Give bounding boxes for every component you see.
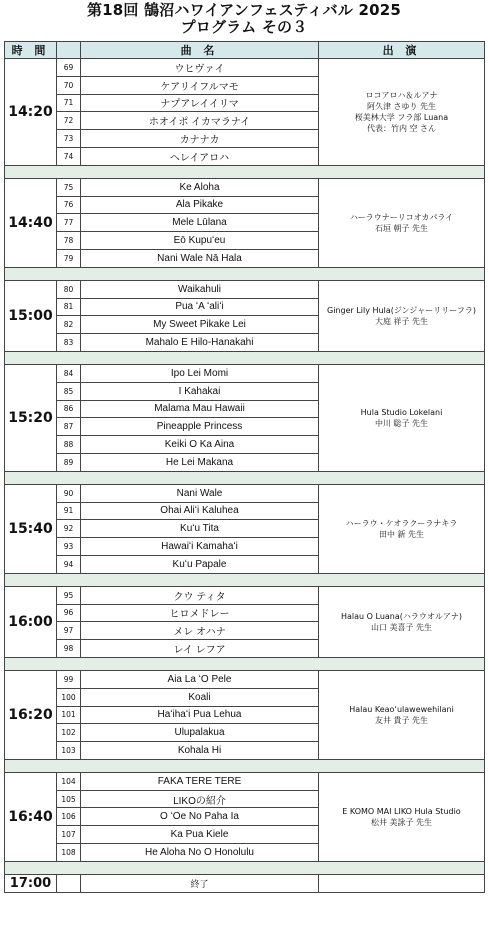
table-row <box>5 280 485 298</box>
song-number: 91 <box>57 502 81 520</box>
song-title: Koali <box>81 688 319 706</box>
break-row <box>5 759 485 772</box>
song-title: He Lei Makana <box>81 453 319 471</box>
song-number: 69 <box>57 59 81 77</box>
song-number: 98 <box>57 640 81 658</box>
performer-line: ハーラウナーリコオカパライ <box>349 212 454 222</box>
break-row <box>5 861 485 874</box>
header-row <box>5 42 485 59</box>
song-title: ホオイポ イカマラナイ <box>81 112 319 130</box>
end-row <box>5 874 485 892</box>
song-title: Mele Lūlana <box>81 214 319 232</box>
break-row <box>5 573 485 586</box>
song-title: メレ オハナ <box>81 622 319 640</box>
table-row <box>5 364 485 382</box>
song-number: 78 <box>57 232 81 250</box>
song-number: 74 <box>57 147 81 165</box>
song-number: 103 <box>57 742 81 760</box>
song-number: 79 <box>57 249 81 267</box>
time-slot: 14:40 <box>5 178 57 267</box>
performer <box>319 586 485 657</box>
performer <box>319 280 485 351</box>
song-number: 77 <box>57 214 81 232</box>
time-slot: 15:20 <box>5 364 57 471</box>
time-slot: 14:20 <box>5 59 57 166</box>
performer-line: 松井 美詠子 先生 <box>370 817 433 827</box>
song-title: ヘレイアロハ <box>81 147 319 165</box>
song-number: 75 <box>57 178 81 196</box>
song-number: 95 <box>57 586 81 604</box>
performer <box>319 59 485 166</box>
song-number: 107 <box>57 826 81 844</box>
end-number <box>57 874 81 892</box>
time-slot: 15:00 <box>5 280 57 351</box>
performer <box>319 670 485 759</box>
song-number: 82 <box>57 316 81 334</box>
song-number: 97 <box>57 622 81 640</box>
header-performer: 出 演 <box>319 42 485 59</box>
song-title: ナプアレイイリマ <box>81 94 319 112</box>
song-title: Keiki O Ka Aina <box>81 436 319 454</box>
song-number: 80 <box>57 280 81 298</box>
table-row <box>5 586 485 604</box>
song-title: FAKA TERE TERE <box>81 772 319 790</box>
song-number: 76 <box>57 196 81 214</box>
song-number: 105 <box>57 790 81 808</box>
performer-line: Ginger Lily Hula(ジンジャーリリーフラ) <box>327 305 476 315</box>
song-title: Nani Wale Nā Hala <box>81 249 319 267</box>
song-number: 87 <box>57 418 81 436</box>
time-slot: 16:20 <box>5 670 57 759</box>
song-title: ケアリイフルマモ <box>81 76 319 94</box>
song-number: 102 <box>57 724 81 742</box>
song-number: 100 <box>57 688 81 706</box>
song-number: 88 <box>57 436 81 454</box>
table-row <box>5 178 485 196</box>
performer-line: 桜美林大学 フラ部 Luana <box>354 112 449 122</box>
performer-line: 阿久津 さゆり 先生 <box>366 101 437 111</box>
song-number: 96 <box>57 604 81 622</box>
performer-line: 大庭 祥子 先生 <box>374 316 429 326</box>
song-title: ウヒヴァイ <box>81 59 319 77</box>
song-title: カナナカ <box>81 130 319 148</box>
song-number: 70 <box>57 76 81 94</box>
song-number: 99 <box>57 670 81 688</box>
break-row <box>5 165 485 178</box>
song-title: Malama Mau Hawaii <box>81 400 319 418</box>
performer-line: ハーラウ・ケオラクーラナキラ <box>345 518 458 528</box>
table-row <box>5 670 485 688</box>
song-number: 92 <box>57 520 81 538</box>
performer-line: 山口 美喜子 先生 <box>370 622 433 632</box>
song-number: 106 <box>57 808 81 826</box>
song-title: He Aloha No O Honolulu <box>81 844 319 862</box>
song-number: 84 <box>57 364 81 382</box>
song-number: 90 <box>57 484 81 502</box>
song-number: 108 <box>57 844 81 862</box>
song-title: クウ ティタ <box>81 586 319 604</box>
performer <box>319 178 485 267</box>
header-time: 時 間 <box>5 42 57 59</box>
song-title: Hawaiʻi Kamahaʻi <box>81 538 319 556</box>
break-row <box>5 471 485 484</box>
performer-line: ロコアロハ＆ルアナ <box>365 90 438 100</box>
performer-line: 友井 貴子 先生 <box>374 715 429 725</box>
time-slot: 16:00 <box>5 586 57 657</box>
performer-line: Halau O Luana(ハラウオルアナ) <box>341 611 462 621</box>
break-row <box>5 657 485 670</box>
song-title: Aia La ʻO Pele <box>81 670 319 688</box>
end-time: 17:00 <box>5 874 57 892</box>
song-number: 93 <box>57 538 81 556</box>
song-title: Kohala Hi <box>81 742 319 760</box>
performer <box>319 364 485 471</box>
end-label: 終了 <box>81 874 319 892</box>
song-title: LIKOの紹介 <box>81 790 319 808</box>
song-title: Ke Aloha <box>81 178 319 196</box>
song-title: Ulupalakua <box>81 724 319 742</box>
table-row <box>5 59 485 77</box>
performer-line: 田中 新 先生 <box>378 529 425 539</box>
song-title: My Sweet Pikake Lei <box>81 316 319 334</box>
performer-line: 石垣 朝子 先生 <box>374 223 429 233</box>
song-title: Ipo Lei Momi <box>81 364 319 382</box>
song-title: I Kahakai <box>81 382 319 400</box>
program-subtitle: プログラム その３ <box>180 18 308 36</box>
song-title: Ala Pikake <box>81 196 319 214</box>
time-slot: 16:40 <box>5 772 57 861</box>
song-title: レイ レフア <box>81 640 319 658</box>
song-title: Nani Wale <box>81 484 319 502</box>
song-title: Haʻihaʻi Pua Lehua <box>81 706 319 724</box>
end-performer <box>319 874 485 892</box>
song-number: 81 <box>57 298 81 316</box>
performer-line: Halau Keaoʻulawewehilani <box>349 704 454 714</box>
table-row <box>5 484 485 502</box>
program-table <box>4 41 485 893</box>
time-slot: 15:40 <box>5 484 57 573</box>
header-song: 曲 名 <box>81 42 319 59</box>
program-title: 第18回 鵠沼ハワイアンフェスティバル 2025 <box>86 1 402 19</box>
break-row <box>5 351 485 364</box>
performer <box>319 484 485 573</box>
song-number: 85 <box>57 382 81 400</box>
song-title: Eō Kupuʻeu <box>81 232 319 250</box>
song-title: Pua ʻA ʻaliʻi <box>81 298 319 316</box>
performer-line: E KOMO MAI LIKO Hula Studio <box>342 806 461 816</box>
song-number: 104 <box>57 772 81 790</box>
song-title: Mahalo E Hilo-Hanakahi <box>81 334 319 352</box>
performer-line: 代表：竹内 空 さん <box>366 123 437 133</box>
song-number: 72 <box>57 112 81 130</box>
performer-line: 中川 聡子 先生 <box>374 418 429 428</box>
song-title: O ʻOe No Paha Ia <box>81 808 319 826</box>
break-row <box>5 267 485 280</box>
song-title: Kuʻu Papale <box>81 555 319 573</box>
song-number: 86 <box>57 400 81 418</box>
song-number: 94 <box>57 555 81 573</box>
song-number: 71 <box>57 94 81 112</box>
performer <box>319 772 485 861</box>
performer-line: Hula Studio Lokelani <box>360 407 443 417</box>
song-title: Ka Pua Kiele <box>81 826 319 844</box>
song-number: 83 <box>57 334 81 352</box>
song-title: Waikahuli <box>81 280 319 298</box>
song-number: 101 <box>57 706 81 724</box>
song-title: Kuʻu Tita <box>81 520 319 538</box>
song-number: 73 <box>57 130 81 148</box>
song-title: ヒロメドレー <box>81 604 319 622</box>
song-title: Pineapple Princess <box>81 418 319 436</box>
header-number <box>57 42 81 59</box>
table-row <box>5 772 485 790</box>
program-body <box>5 59 485 893</box>
song-number: 89 <box>57 453 81 471</box>
song-title: Ohai Aliʻi Kaluhea <box>81 502 319 520</box>
